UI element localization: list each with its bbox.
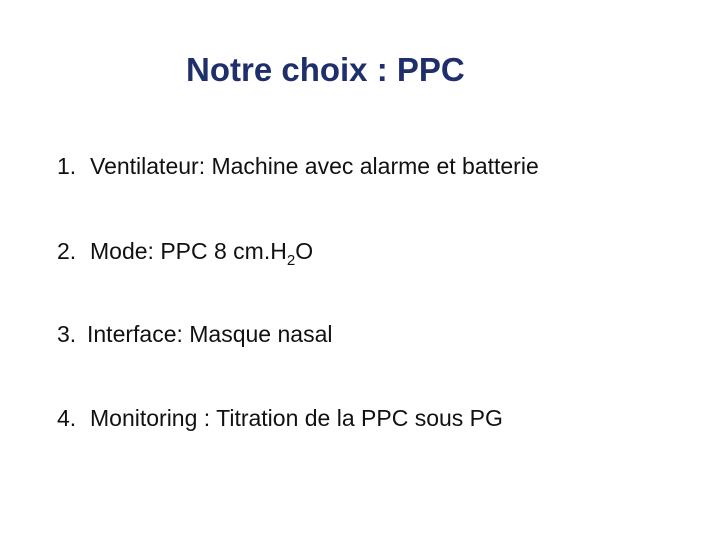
list-item-text: Interface: Masque nasal [87, 321, 333, 347]
slide-title: Notre choix : PPC [186, 51, 465, 88]
list-item-ventilateur [57, 150, 539, 182]
list-item-number: 1. [57, 153, 77, 179]
list-item-interface [57, 318, 332, 350]
list-item-number: 4. [57, 405, 77, 431]
mode-text-suffix: O [295, 238, 314, 264]
list-item-number: 3. [57, 321, 77, 347]
list-item-text: Ventilateur: Machine avec alarme et batterie [90, 153, 539, 179]
list-item-text: Monitoring : Titration de la PPC sous PG [90, 405, 503, 431]
list-item-monitoring [57, 402, 503, 434]
list-item-text [90, 235, 313, 267]
mode-text: Mode: PPC 8 cm.H [90, 238, 287, 264]
list-item-number: 2. [57, 238, 77, 264]
list-item-mode [57, 235, 313, 267]
h2o-subscript: 2 [286, 252, 296, 269]
